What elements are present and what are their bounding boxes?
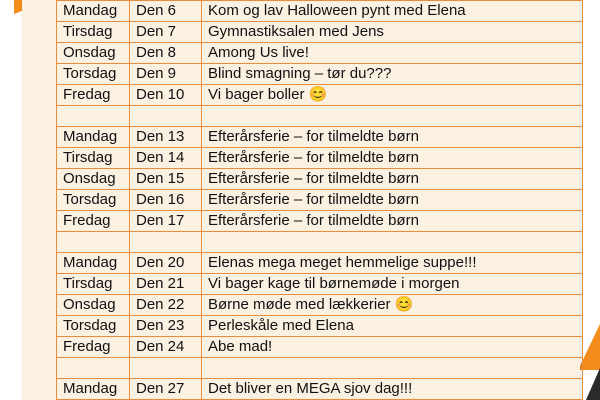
schedule-row <box>57 148 583 169</box>
day-cell: Torsdag <box>57 64 130 85</box>
schedule-row <box>57 1 583 22</box>
date-cell: Den 10 <box>130 85 202 106</box>
date-cell: Den 6 <box>130 1 202 22</box>
schedule-row <box>57 169 583 190</box>
empty-cell <box>57 358 130 379</box>
empty-cell <box>57 232 130 253</box>
activity-cell: Among Us live! <box>202 43 583 64</box>
day-cell: Fredag <box>57 85 130 106</box>
dark-stripe-decoration <box>586 368 600 400</box>
day-cell: Tirsdag <box>57 148 130 169</box>
activity-cell: Efterårsferie – for tilmeldte børn <box>202 169 583 190</box>
day-cell: Onsdag <box>57 43 130 64</box>
activity-cell: Abe mad! <box>202 337 583 358</box>
empty-cell <box>57 106 130 127</box>
day-cell: Torsdag <box>57 190 130 211</box>
date-cell: Den 9 <box>130 64 202 85</box>
day-cell: Fredag <box>57 211 130 232</box>
schedule-row <box>57 211 583 232</box>
date-cell: Den 15 <box>130 169 202 190</box>
activity-cell: Perleskåle med Elena <box>202 316 583 337</box>
schedule-row <box>57 253 583 274</box>
empty-cell <box>202 232 583 253</box>
schedule-row <box>57 64 583 85</box>
day-cell: Tirsdag <box>57 22 130 43</box>
date-cell: Den 20 <box>130 253 202 274</box>
activity-cell: Efterårsferie – for tilmeldte børn <box>202 148 583 169</box>
activity-cell: Elenas mega meget hemmelige suppe!!! <box>202 253 583 274</box>
activity-cell: Gymnastiksalen med Jens <box>202 22 583 43</box>
week-separator-row <box>57 232 583 253</box>
date-cell: Den 16 <box>130 190 202 211</box>
date-cell: Den 14 <box>130 148 202 169</box>
day-cell: Mandag <box>57 379 130 400</box>
empty-cell <box>130 106 202 127</box>
schedule-row <box>57 127 583 148</box>
activity-schedule-table <box>56 0 583 400</box>
empty-cell <box>130 358 202 379</box>
date-cell: Den 24 <box>130 337 202 358</box>
week-separator-row <box>57 358 583 379</box>
date-cell: Den 13 <box>130 127 202 148</box>
empty-cell <box>202 106 583 127</box>
activity-cell: Efterårsferie – for tilmeldte børn <box>202 190 583 211</box>
empty-cell <box>202 358 583 379</box>
date-cell: Den 21 <box>130 274 202 295</box>
date-cell: Den 22 <box>130 295 202 316</box>
schedule-row <box>57 85 583 106</box>
day-cell: Tirsdag <box>57 274 130 295</box>
activity-cell: Kom og lav Halloween pynt med Elena <box>202 1 583 22</box>
activity-cell: Vi bager kage til børnemøde i morgen <box>202 274 583 295</box>
day-cell: Mandag <box>57 253 130 274</box>
schedule-row <box>57 190 583 211</box>
date-cell: Den 17 <box>130 211 202 232</box>
activity-cell: Det bliver en MEGA sjov dag!!! <box>202 379 583 400</box>
activity-cell: Efterårsferie – for tilmeldte børn <box>202 127 583 148</box>
day-cell: Fredag <box>57 337 130 358</box>
activity-cell: Blind smagning – tør du??? <box>202 64 583 85</box>
date-cell: Den 23 <box>130 316 202 337</box>
empty-cell <box>130 232 202 253</box>
day-cell: Mandag <box>57 127 130 148</box>
date-cell: Den 7 <box>130 22 202 43</box>
date-cell: Den 8 <box>130 43 202 64</box>
day-cell: Torsdag <box>57 316 130 337</box>
date-cell: Den 27 <box>130 379 202 400</box>
schedule-row <box>57 295 583 316</box>
day-cell: Mandag <box>57 1 130 22</box>
activity-cell: Efterårsferie – for tilmeldte børn <box>202 211 583 232</box>
week-separator-row <box>57 106 583 127</box>
schedule-row <box>57 316 583 337</box>
activity-cell: Vi bager boller 😊 <box>202 85 583 106</box>
schedule-row <box>57 337 583 358</box>
schedule-row <box>57 379 583 400</box>
schedule-row <box>57 43 583 64</box>
activity-cell: Børne møde med lækkerier 😊 <box>202 295 583 316</box>
day-cell: Onsdag <box>57 295 130 316</box>
day-cell: Onsdag <box>57 169 130 190</box>
schedule-row <box>57 22 583 43</box>
schedule-row <box>57 274 583 295</box>
